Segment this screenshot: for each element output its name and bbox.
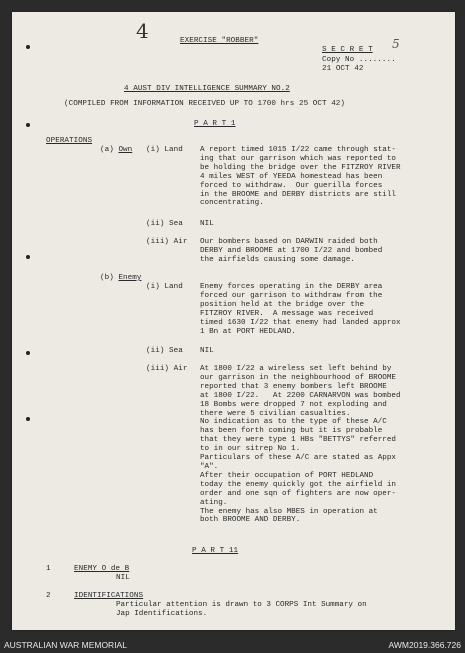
section-own-air-text: Our bombers based on DARWIN raided both DERBY and BROOME at 1700 I/22 and bombed the airfields causing some damage. <box>200 238 383 264</box>
part-1-heading: P A R T 1 <box>194 120 236 128</box>
section-enemy-sea-text: NIL <box>200 347 214 355</box>
section-own-sea-text: NIL <box>200 220 214 228</box>
item-2-num: 2 <box>46 592 51 600</box>
summary-title: 4 AUST DIV INTELLIGENCE SUMMARY NO.2 <box>124 85 290 93</box>
handwritten-page-number: 4 <box>136 19 149 43</box>
exercise-title: EXERCISE "ROBBER" <box>180 37 259 45</box>
part-2-heading: P A R T 11 <box>192 547 239 555</box>
section-enemy-air-text: At 1800 I/22 a wireless set left behind by our garrison in the neighbourhood of BROOME reported that 3 enemy bombers left BROOME at 1800 I/22. At 2200 CARNARVON was bombed 18 Bombs were dropped 7 not exploding and there were 5 civilian casualties. No indication as to the type of these A/C has been forth coming but it is probable that they were type 1 HBs "BETTYS" referred to in our sitrep No 1. Particulars of these A/C are stated as Appx "A". After their occupation of PORT HEDLAND today the enemy quickly got the airfield in order and one sqn of fighters are now oper- ating. The enemy has also MBES in operation at both BROOME AND DERBY. <box>200 365 401 525</box>
archive-footer <box>0 637 465 653</box>
footer-institution: AUSTRALIAN WAR MEMORIAL <box>4 640 127 650</box>
compiled-note: (COMPILED FROM INFORMATION RECEIVED UP TO 1700 hrs 25 OCT 42) <box>64 100 346 108</box>
enemy-label: (b) Enemy <box>100 274 142 282</box>
item-1-text: NIL <box>116 574 130 582</box>
section-enemy-land-num: (i) Land <box>146 283 183 291</box>
footer-accession-number: AWM2019.366.726 <box>388 640 461 650</box>
operations-heading: OPERATIONS <box>46 137 93 145</box>
secret-marking: S E C R E T <box>322 46 373 54</box>
section-own-land-num: (i) Land <box>146 146 183 154</box>
section-own-land-text: A report timed 1015 I/22 came through stat- ing that our garrison which was reported to be holding the bridge over the FITZROY RIVER 4 miles WEST of YEEDA homestead has been forced to withdraw. Our guerilla forces in the BROOME and DERBY districts are still concentrating. <box>200 146 401 208</box>
section-enemy-air-num: (iii) Air <box>146 365 188 373</box>
document-page <box>12 12 455 630</box>
section-own-air-num: (iii) Air <box>146 238 188 246</box>
item-1-num: 1 <box>46 565 51 573</box>
item-2-title: IDENTIFICATIONS <box>74 592 144 600</box>
item-2-text: Particular attention is drawn to 3 CORPS Int Summary on Jap Identifications. <box>116 601 367 618</box>
own-label: (a) Own <box>100 146 133 154</box>
document-date: 21 OCT 42 <box>322 65 364 73</box>
section-own-sea-num: (ii) Sea <box>146 220 183 228</box>
copy-number: Copy No ........ <box>322 56 396 64</box>
item-1-title: ENEMY O de B <box>74 565 130 573</box>
section-enemy-sea-num: (ii) Sea <box>146 347 183 355</box>
section-enemy-land-text: Enemy forces operating in the DERBY area forced our garrison to withdraw from the position held at the bridge over the FITZROY RIVER. A message was received timed 1630 I/22 that enemy had landed approx 1 Bn at PORT HEDLAND. <box>200 283 401 336</box>
handwritten-copy-number: 5 <box>392 37 400 51</box>
